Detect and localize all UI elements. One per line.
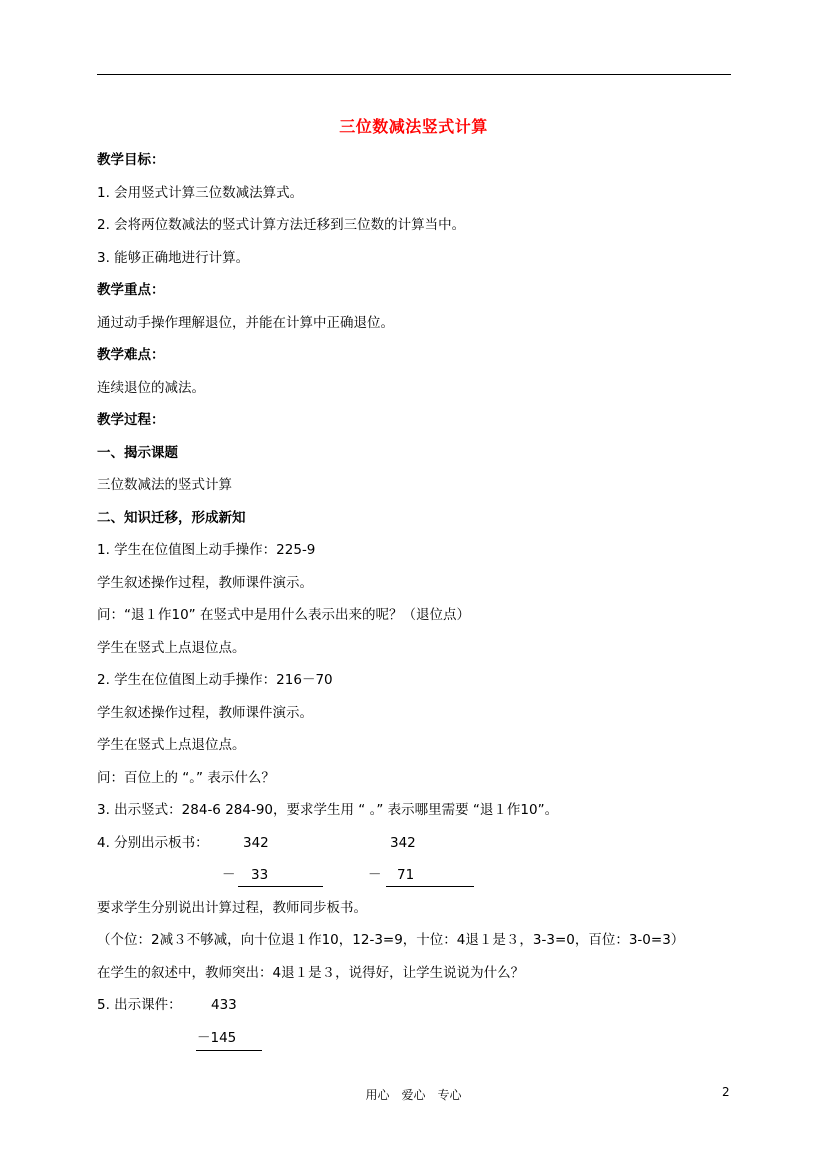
board-a-minus-sign: － [222,867,236,883]
step-line: 学生在竖式上点退位点。 [97,640,246,656]
board-a-minuend: 342 [243,835,269,851]
courseware-minuend: 433 [211,997,237,1013]
step-line: 学生叙述操作过程，教师课件演示。 [97,575,313,591]
section2-heading: 二、知识迁移，形成新知 [97,510,246,526]
difficulty-heading: 教学难点： [97,347,165,363]
key-text: 通过动手操作理解退位，并能在计算中正确退位。 [97,315,394,331]
board-b-minus-sign: － [368,867,382,883]
step-line: 问：“退１作10” 在竖式中是用什么表示出来的呢？（退位点） [97,607,470,623]
process-heading: 教学过程： [97,412,165,428]
objective-1: 1. 会用竖式计算三位数减法算式。 [97,185,304,201]
header-rule [97,74,731,75]
section1-heading: 一、揭示课题 [97,445,178,461]
board-a-subtrahend: 33 [251,867,269,883]
board-b-subtrahend: 71 [397,867,415,883]
objective-2: 2. 会将两位数减法的竖式计算方法迁移到三位数的计算当中。 [97,217,466,233]
courseware-subtrahend: －145 [197,1030,237,1046]
board-label: 4. 分别出示板书： [97,835,209,851]
step-line: 1. 学生在位值图上动手操作：225-9 [97,542,316,558]
courseware-label: 5. 出示课件： [97,997,182,1013]
objectives-heading: 教学目标： [97,152,165,168]
step-line: 3. 出示竖式：284-6 284-90，要求学生用 “ 。” 表示哪里需要 “退１作10”。 [97,802,559,818]
page-number: 2 [722,1085,730,1099]
page-footer: 用心 爱心 专心 [365,1088,462,1102]
difficulty-text: 连续退位的减法。 [97,380,205,396]
after-board-line: （个位：2减３不够减，向十位退１作10，12-3=9，十位：4退１是３，3-3=0，百位：3-0=3） [97,932,685,948]
board-a-underline [238,886,323,887]
key-heading: 教学重点： [97,282,165,298]
step-line: 问：百位上的 “。” 表示什么？ [97,770,275,786]
page-title: 三位数减法竖式计算 [339,117,488,136]
after-board-line: 在学生的叙述中，教师突出：4退１是３，说得好，让学生说说为什么？ [97,965,525,981]
objective-3: 3. 能够正确地进行计算。 [97,250,250,266]
board-b-underline [386,886,474,887]
board-b-minuend: 342 [390,835,416,851]
step-line: 2. 学生在位值图上动手操作：216－70 [97,672,333,688]
section1-text: 三位数减法的竖式计算 [97,477,232,493]
courseware-underline [196,1050,262,1051]
step-line: 学生在竖式上点退位点。 [97,737,246,753]
step-line: 学生叙述操作过程，教师课件演示。 [97,705,313,721]
after-board-line: 要求学生分别说出计算过程，教师同步板书。 [97,900,367,916]
